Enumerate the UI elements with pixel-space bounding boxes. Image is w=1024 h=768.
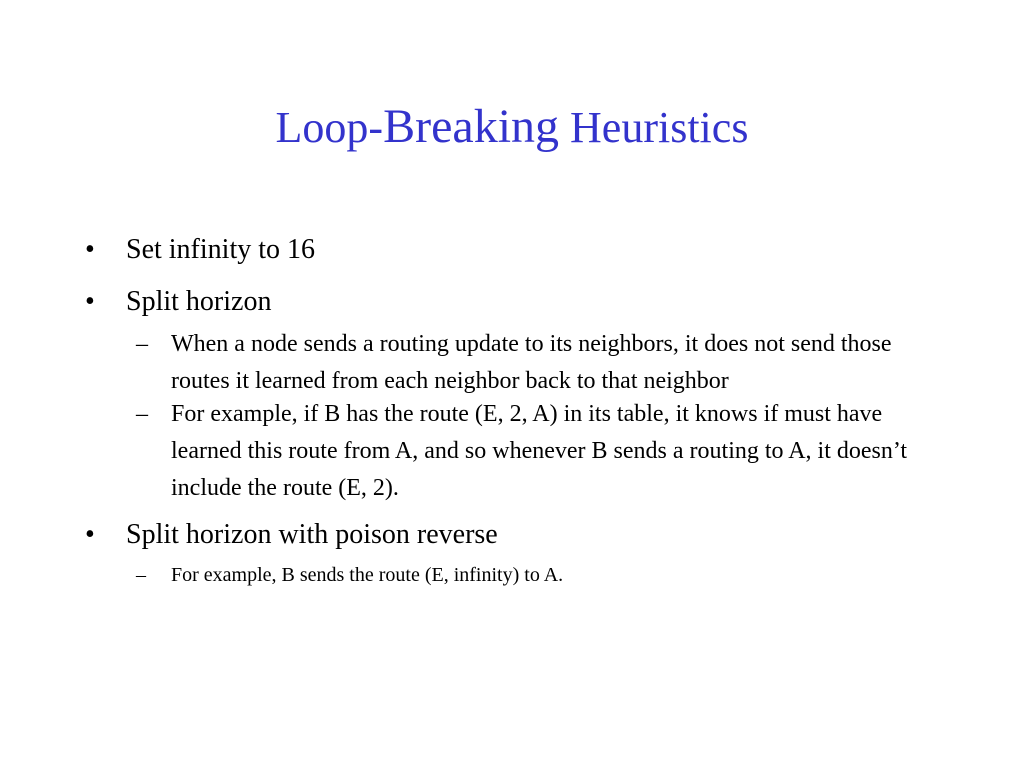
sub-bullet-text: For example, B sends the route (E, infinity) to A. [171, 564, 564, 586]
sub-bullet-text: When a node sends a routing update to its neighbors, it does not send those routes it learned from each neighbor back to that neighbor [171, 331, 892, 394]
title-part-heuristics: Heuristics [559, 103, 749, 152]
bullet-text: Split horizon with poison reverse [126, 519, 498, 550]
title-part-breaking: Breaking [383, 100, 560, 153]
bullet-text: Set infinity to 16 [126, 234, 315, 265]
sub-bullet-text: For example, if B has the route (E, 2, A) in its table, it knows if must have learned this route from A, and so whenever B sends a routing to A, it doesn’t include the route (E, 2). [171, 401, 908, 501]
bullet-marker: • [85, 286, 95, 317]
bullet-marker: • [85, 519, 95, 550]
dash-marker: – [136, 331, 148, 357]
sub-bullet-item [85, 326, 925, 400]
bullet-marker: • [85, 234, 95, 265]
sub-bullet-item [85, 396, 925, 507]
bullet-item [85, 228, 925, 272]
title-part-loop: Loop- [275, 103, 384, 152]
bullet-item [85, 280, 925, 324]
slide-body [85, 228, 925, 593]
sub-bullet-item [85, 559, 925, 591]
dash-marker: – [136, 564, 146, 586]
bullet-text: Split horizon [126, 286, 272, 317]
slide-title [0, 95, 1024, 160]
bullet-item [85, 513, 925, 557]
dash-marker: – [136, 401, 148, 427]
